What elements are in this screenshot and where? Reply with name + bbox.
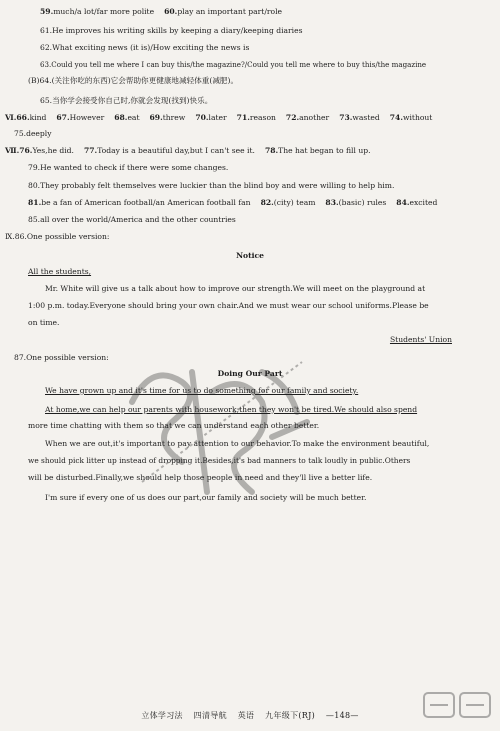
essay-para4: I'm sure if every one of us does our part,our family and society will be much better. — [45, 493, 367, 502]
answer-75: 75.deeply — [14, 129, 52, 138]
notice-title: Notice — [236, 251, 264, 260]
answer-80: 80.They probably felt themselves were luckier than the blind boy and were willing to help him. — [28, 181, 395, 190]
footer-subject: 英语 — [237, 711, 255, 720]
essay-heading: 87.One possible version: — [14, 353, 109, 362]
essay-para3-line2: we should pick litter up instead of dropping it.Besides,it's bad manners to talk loudly in public.Others — [28, 456, 411, 465]
answer-79: 79.He wanted to check if there were some changes. — [28, 163, 229, 172]
answer-85: 85.all over the world/America and the other countries — [28, 215, 236, 224]
answer-81-84: 81.be a fan of American football/an American football fan 82.(city) team 83.(basic) rules 84.excited — [28, 198, 438, 207]
footer-grade: 九年级下(RJ) — [265, 711, 316, 720]
essay-para3-line1: When we are out,it's important to pay attention to our behavior.To make the environment beautiful, — [45, 439, 430, 448]
answer-61: 61.He improves his writing skills by keeping a diary/keeping diaries — [40, 26, 303, 35]
essay-title: Doing Our Part — [217, 369, 283, 378]
q59-number: 59. — [40, 7, 54, 16]
page-number: —148— — [325, 711, 359, 720]
q60-number: 60. — [164, 7, 178, 16]
footer-series: 四清导航 — [193, 711, 227, 720]
notice-body-line2: 1:00 p.m. today.Everyone should bring your own chair.And we must wear our school uniforms.Please be — [28, 301, 429, 310]
answer-64: (B)64.(关注你吃的东西)它会帮助你更健康地减轻体重(减肥)。 — [28, 76, 239, 85]
essay-para1: We have grown up and it's time for us to do something for our family and society. — [45, 386, 359, 395]
answer-62: 62.What exciting news (it is)/How exciting the news is — [40, 43, 250, 52]
footer-book: 立体学习法 — [141, 711, 183, 720]
page-footer — [0, 710, 500, 721]
answer-76-78: Ⅶ.76.Yes,he did. 77.Today is a beautiful day,but I can't see it. 78.The hat began to fill up. — [5, 146, 371, 155]
answer-59-60 — [40, 6, 282, 17]
q59-answer: much/a lot/far more polite — [53, 7, 155, 16]
q60-answer: play an important part/role — [177, 7, 283, 16]
answer-65: 65.当你学会接受你自己时,你就会发现(找到)快乐。 — [40, 96, 213, 105]
essay-para2-line2: more time chatting with them so that we can understand each other better. — [28, 421, 320, 430]
essay-para2-line1: At home,we can help our parents with housework;then they won't be tired.We should also spend — [45, 405, 418, 414]
notice-body-line3: on time. — [28, 318, 60, 327]
notice-greeting: All the students, — [28, 267, 92, 276]
answer-66-74: Ⅵ.66.kind 67.However 68.eat 69.threw 70.later 71.reason 72.another 73.wasted 74.without — [5, 113, 433, 122]
essay-para3-line3: will be disturbed.Finally,we should help those people in need and they'll live a better life. — [28, 473, 373, 482]
notice-body-line1: Mr. White will give us a talk about how to improve our strength.We will meet on the playground at — [45, 284, 426, 293]
answer-63: 63.Could you tell me where I can buy this/the magazine?/Could you tell me where to buy this/the magazine — [40, 60, 427, 69]
notice-signature: Students' Union — [389, 335, 452, 344]
answer-86-heading: Ⅸ.86.One possible version: — [5, 232, 110, 241]
